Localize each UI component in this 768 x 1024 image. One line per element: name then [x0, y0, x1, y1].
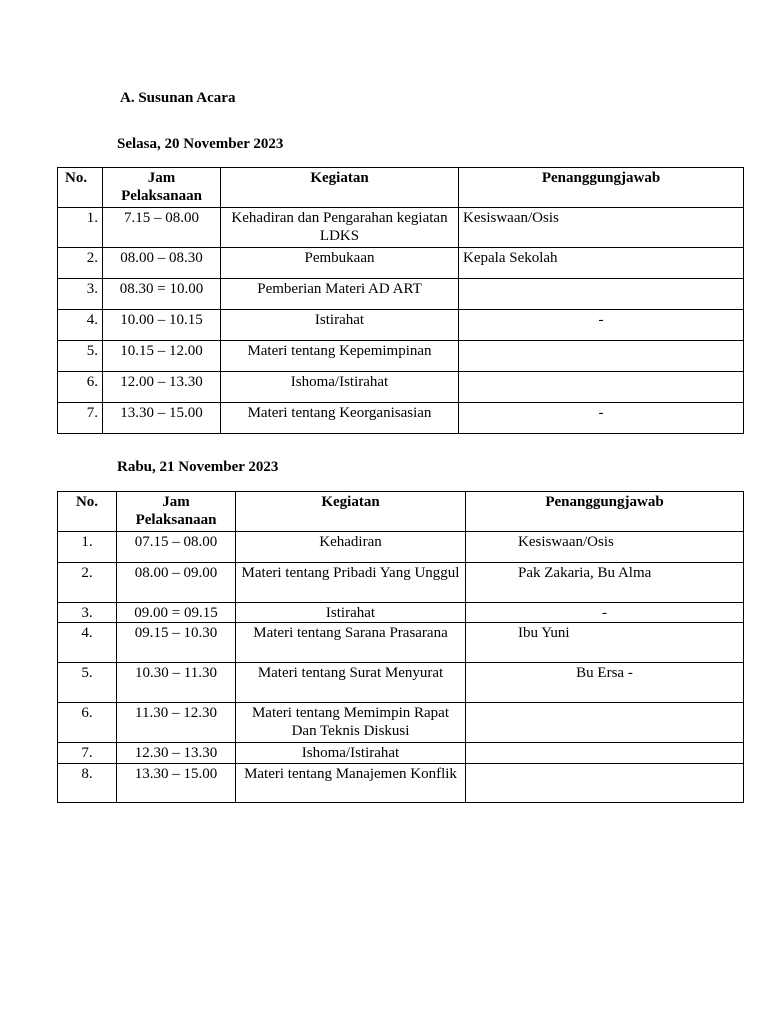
cell-no: 6.	[58, 372, 103, 403]
cell-responsible	[459, 372, 744, 403]
cell-time: 13.30 – 15.00	[117, 764, 236, 803]
cell-no: 1.	[58, 208, 103, 248]
cell-activity: Materi tentang Kepemimpinan	[221, 341, 459, 372]
schedule-table-day1	[57, 167, 744, 434]
cell-time: 08.00 – 08.30	[103, 248, 221, 279]
cell-responsible: -	[466, 603, 744, 623]
cell-time: 10.30 – 11.30	[117, 663, 236, 703]
cell-no: 2.	[58, 563, 117, 603]
table-row	[58, 743, 744, 764]
table-row	[58, 372, 744, 403]
cell-no: 4.	[58, 623, 117, 663]
cell-no: 3.	[58, 279, 103, 310]
cell-activity: Materi tentang Sarana Prasarana	[236, 623, 466, 663]
header-time: Jam Pelaksanaan	[103, 168, 221, 208]
cell-activity: Istirahat	[236, 603, 466, 623]
header-time: Jam Pelaksanaan	[117, 492, 236, 532]
cell-responsible	[466, 764, 744, 803]
cell-activity: Materi tentang Surat Menyurat	[236, 663, 466, 703]
cell-activity: Istirahat	[221, 310, 459, 341]
cell-responsible: Kepala Sekolah	[459, 248, 744, 279]
cell-responsible	[459, 341, 744, 372]
day1-title: Selasa, 20 November 2023	[117, 136, 284, 152]
cell-responsible: -	[459, 403, 744, 434]
header-no: No.	[58, 492, 117, 532]
cell-time: 12.00 – 13.30	[103, 372, 221, 403]
cell-responsible: Kesiswaan/Osis	[459, 208, 744, 248]
cell-activity: Materi tentang Manajemen Konflik	[236, 764, 466, 803]
cell-time: 13.30 – 15.00	[103, 403, 221, 434]
table-row	[58, 764, 744, 803]
cell-time: 08.30 = 10.00	[103, 279, 221, 310]
header-no: No.	[58, 168, 103, 208]
cell-no: 5.	[58, 663, 117, 703]
table-row	[58, 532, 744, 563]
table-row	[58, 603, 744, 623]
cell-responsible: Bu Ersa -	[466, 663, 744, 703]
cell-no: 5.	[58, 341, 103, 372]
cell-no: 8.	[58, 764, 117, 803]
cell-no: 6.	[58, 703, 117, 743]
cell-time: 11.30 – 12.30	[117, 703, 236, 743]
table-row	[58, 563, 744, 603]
table-row	[58, 248, 744, 279]
cell-responsible	[466, 743, 744, 764]
day2-title: Rabu, 21 November 2023	[117, 459, 279, 475]
cell-activity: Kehadiran dan Pengarahan kegiatan LDKS	[221, 208, 459, 248]
cell-no: 7.	[58, 743, 117, 764]
cell-no: 7.	[58, 403, 103, 434]
schedule-table-day2	[57, 491, 744, 803]
cell-responsible: Pak Zakaria, Bu Alma	[466, 563, 744, 603]
header-activity: Kegiatan	[236, 492, 466, 532]
cell-responsible: Ibu Yuni	[466, 623, 744, 663]
cell-time: 12.30 – 13.30	[117, 743, 236, 764]
table-row	[58, 279, 744, 310]
cell-time: 7.15 – 08.00	[103, 208, 221, 248]
cell-responsible	[459, 279, 744, 310]
cell-time: 07.15 – 08.00	[117, 532, 236, 563]
cell-time: 10.15 – 12.00	[103, 341, 221, 372]
cell-time: 09.15 – 10.30	[117, 623, 236, 663]
cell-no: 4.	[58, 310, 103, 341]
header-responsible: Penanggungjawab	[466, 492, 744, 532]
table-row	[58, 310, 744, 341]
section-title: A. Susunan Acara	[120, 90, 236, 106]
cell-no: 1.	[58, 532, 117, 563]
cell-activity: Ishoma/Istirahat	[236, 743, 466, 764]
table-row	[58, 703, 744, 743]
cell-activity: Materi tentang Memimpin Rapat Dan Teknis Diskusi	[236, 703, 466, 743]
cell-activity: Ishoma/Istirahat	[221, 372, 459, 403]
cell-activity: Pemberian Materi AD ART	[221, 279, 459, 310]
cell-activity: Materi tentang Keorganisasian	[221, 403, 459, 434]
cell-no: 3.	[58, 603, 117, 623]
cell-no: 2.	[58, 248, 103, 279]
cell-time: 08.00 – 09.00	[117, 563, 236, 603]
cell-activity: Materi tentang Pribadi Yang Unggul	[236, 563, 466, 603]
header-activity: Kegiatan	[221, 168, 459, 208]
cell-responsible: Kesiswaan/Osis	[466, 532, 744, 563]
table-header-row	[58, 168, 744, 208]
schedule-body-day1	[58, 208, 744, 434]
table-row	[58, 341, 744, 372]
cell-activity: Pembukaan	[221, 248, 459, 279]
table-row	[58, 208, 744, 248]
header-responsible: Penanggungjawab	[459, 168, 744, 208]
cell-responsible	[466, 703, 744, 743]
cell-time: 10.00 – 10.15	[103, 310, 221, 341]
schedule-body-day2	[58, 532, 744, 803]
table-header-row	[58, 492, 744, 532]
cell-time: 09.00 = 09.15	[117, 603, 236, 623]
table-row	[58, 403, 744, 434]
table-row	[58, 663, 744, 703]
table-row	[58, 623, 744, 663]
cell-activity: Kehadiran	[236, 532, 466, 563]
cell-responsible: -	[459, 310, 744, 341]
